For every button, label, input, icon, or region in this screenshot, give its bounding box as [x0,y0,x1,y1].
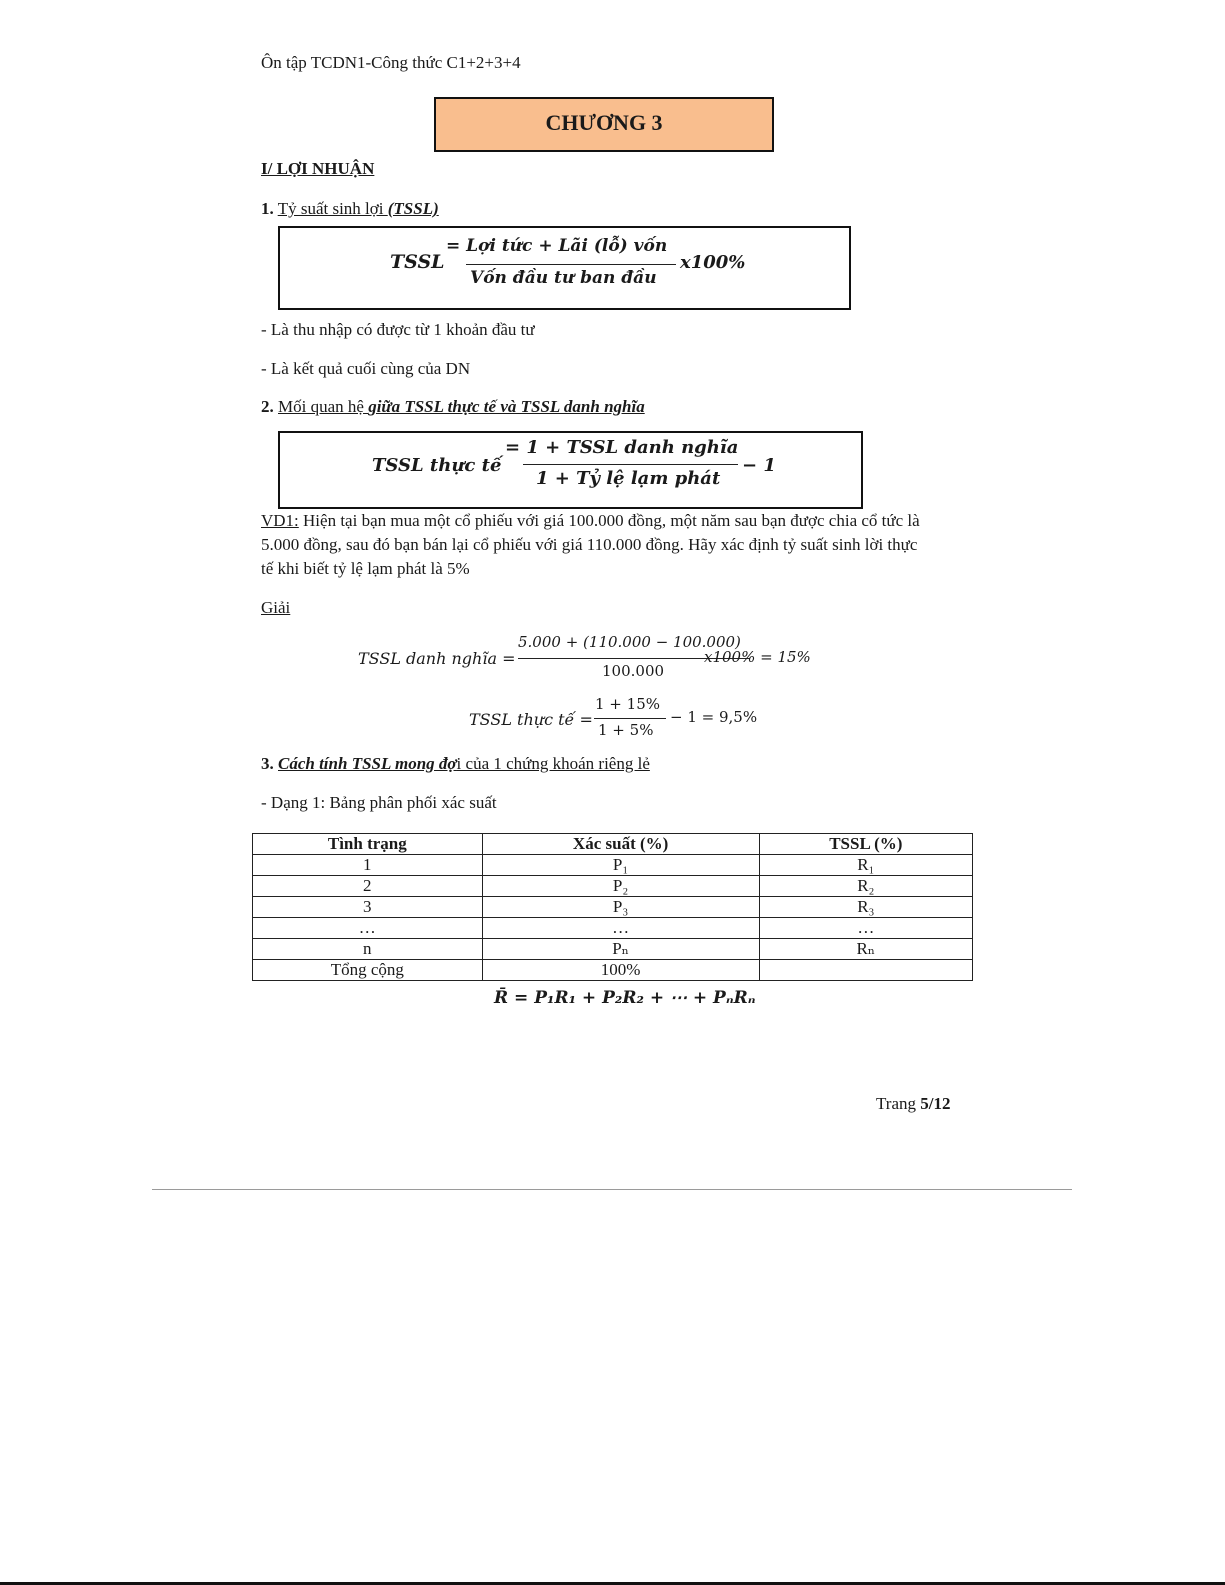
page-number-value: 5/12 [920,1094,951,1113]
formula-real-return-suffix: − 1 [742,455,776,476]
table-cell: 1 [253,855,483,876]
example-line-3: tế khi biết tỷ lệ lạm phát là 5% [261,559,470,578]
formula-real-return-box [278,431,863,509]
document-header: Ôn tập TCDN1-Công thức C1+2+3+4 [261,53,521,72]
expected-return-formula: R̄ = P₁R₁ + P₂R₂ + ⋯ + PₙRₙ [494,988,756,1008]
item-1-heading [261,198,439,220]
table-cell: 2 [253,876,483,897]
bullet-income: - Là thu nhập có được từ 1 khoản đầu tư [261,320,535,339]
table-cell [759,960,972,981]
item-2-heading [261,396,645,418]
section-heading: I/ LỢI NHUẬN [261,159,375,178]
table-cell: … [759,918,972,939]
solution-label: Giải [261,598,291,617]
formula-tssl-denominator: Vốn đầu tư ban đầu [470,268,657,288]
page-number-label: Trang [876,1094,921,1113]
formula-tssl-box [278,226,851,310]
table-row [253,897,973,918]
item-3-heading [261,753,650,775]
table-cell: P₃ [482,897,759,918]
formula-tssl-numerator: = Lợi tức + Lãi (lỗ) vốn [446,236,668,256]
table-header-state: Tình trạng [253,834,483,855]
formula-real-return-lhs: TSSL thực tế [372,455,502,476]
table-cell: R₃ [759,897,972,918]
eq-nominal-numerator: 5.000 + (110.000 − 100.000) [518,633,741,651]
formula-tssl-fraction-bar [466,264,676,265]
table-cell: 3 [253,897,483,918]
formula-real-return-denominator: 1 + Tỷ lệ lạm phát [536,468,721,489]
formula-real-return-numerator: = 1 + TSSL danh nghĩa [505,437,739,458]
table-cell: P₂ [482,876,759,897]
table-cell: P₁ [482,855,759,876]
table-cell: R₁ [759,855,972,876]
item-2-number: 2. [261,397,274,416]
table-cell: … [253,918,483,939]
item-3-label: i của 1 chứng khoán riêng lẻ [456,754,650,773]
probability-table [252,833,973,981]
table-row [253,876,973,897]
eq-real-numerator: 1 + 15% [595,695,660,713]
eq-nominal-suffix: x100% = 15% [704,648,811,666]
example-line-1 [261,510,920,532]
eq-nominal-lhs: TSSL danh nghĩa = [358,649,516,668]
eq-real-denominator: 1 + 5% [598,721,654,739]
item-1-label: Tỷ suất sinh lợi [277,199,388,218]
table-cell: … [482,918,759,939]
table-total-row [253,960,973,981]
bullet-result: - Là kết quả cuối cùng của DN [261,359,471,378]
formula-tssl-lhs: TSSL [390,251,445,273]
item-1-emph: (TSSL) [387,199,439,218]
table-cell: n [253,939,483,960]
item-2-label: Mối quan hệ [278,397,369,416]
page-separator [152,1189,1072,1190]
table-header-return: TSSL (%) [759,834,972,855]
table-cell: Tổng cộng [253,960,483,981]
table-cell: 100% [482,960,759,981]
form-1-label: - Dạng 1: Bảng phân phối xác suất [261,793,497,812]
chapter-title-box [434,97,774,152]
table-cell: Rₙ [759,939,972,960]
example-label: VD1: [261,511,299,530]
table-row [253,855,973,876]
item-3-number: 3. [261,754,274,773]
eq-real-lhs: TSSL thực tế = [469,710,593,729]
eq-nominal-denominator: 100.000 [602,662,665,680]
item-1-number: 1. [261,199,274,218]
table-header-probability: Xác suất (%) [482,834,759,855]
chapter-title: CHƯƠNG 3 [545,110,663,135]
table-header-row [253,834,973,855]
table-row [253,918,973,939]
eq-real-fraction-bar [594,718,666,719]
page-number [876,1093,950,1115]
example-line-2: 5.000 đồng, sau đó bạn bán lại cổ phiếu với giá 110.000 đồng. Hãy xác định tỷ suất sinh lời thực [261,535,918,554]
formula-tssl-suffix: x100% [680,252,746,273]
eq-real-suffix: − 1 = 9,5% [670,708,758,726]
table-cell: Pₙ [482,939,759,960]
formula-real-return-fraction-bar [523,464,738,465]
table-row [253,939,973,960]
item-3-emph: Cách tính TSSL mong đợ [278,754,457,773]
item-2-emph: giữa TSSL thực tế và TSSL danh nghĩa [368,397,645,416]
table-cell: R₂ [759,876,972,897]
example-text-1: Hiện tại bạn mua một cổ phiếu với giá 100.000 đồng, một năm sau bạn được chia cổ tức là [298,511,920,530]
